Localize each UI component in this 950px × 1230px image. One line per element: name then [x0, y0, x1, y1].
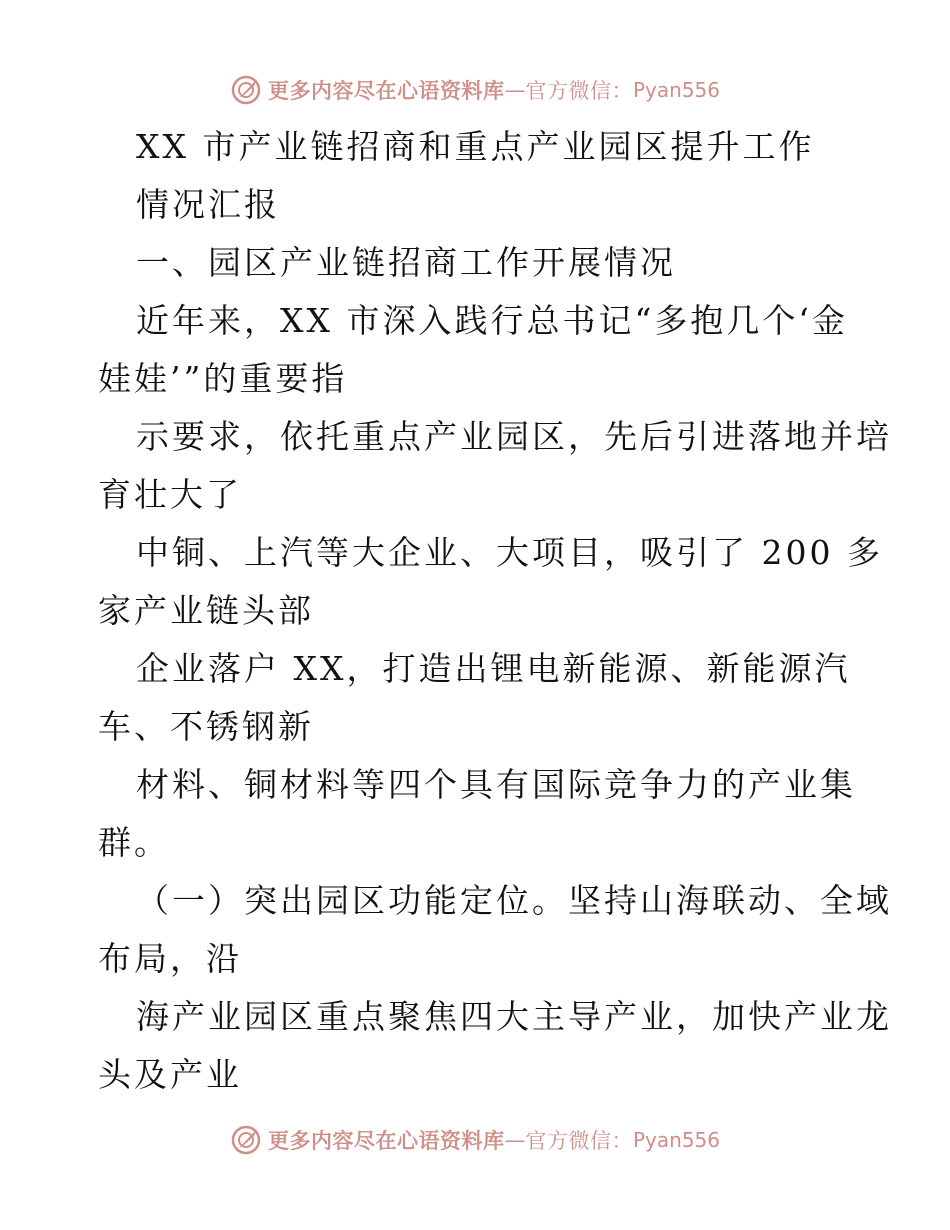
quill-logo-icon [230, 1124, 262, 1156]
document-title-line-1: XX 市产业链招商和重点产业园区提升工作 [136, 127, 815, 166]
paragraph-line: 企业落户 XX，打造出锂电新能源、新能源汽 [136, 649, 851, 688]
watermark-banner-top [0, 70, 950, 110]
watermark-prefix: 更多内容尽在心语资料库 [267, 1128, 505, 1153]
subsection-heading-1: （一）突出园区功能定位。坚持山海联动、全域 [136, 881, 892, 920]
paragraph-line: 头及产业 [98, 1055, 242, 1094]
watermark-banner-bottom [0, 1120, 950, 1160]
watermark-separator: — [504, 78, 526, 102]
watermark-wechat-id: Pyan556 [632, 1128, 720, 1152]
watermark-prefix: 更多内容尽在心语资料库 [267, 78, 505, 103]
watermark-wechat-id: Pyan556 [632, 78, 720, 102]
paragraph-line: 近年来，XX 市深入践行总书记“多抱几个‘金 [136, 301, 848, 340]
paragraph-line: 海产业园区重点聚焦四大主导产业，加快产业龙 [136, 997, 892, 1036]
paragraph-line: 娃娃’”的重要指 [98, 359, 348, 398]
paragraph-line: 车、不锈钢新 [98, 707, 314, 746]
paragraph-line: 家产业链头部 [98, 591, 314, 630]
quill-logo-icon [230, 74, 262, 106]
paragraph-line: 中铜、上汽等大企业、大项目，吸引了 200 多 [136, 533, 883, 572]
watermark-suffix: 官方微信： [525, 1129, 633, 1153]
document-title-line-2: 情况汇报 [136, 185, 280, 224]
paragraph-line: 材料、铜材料等四个具有国际竞争力的产业集 [136, 765, 856, 804]
watermark-separator: — [504, 1128, 526, 1152]
paragraph-line: 群。 [98, 823, 170, 862]
paragraph-line: 示要求，依托重点产业园区，先后引进落地并培 [136, 417, 892, 456]
paragraph-line: 育壮大了 [98, 475, 242, 514]
watermark-suffix: 官方微信： [525, 79, 633, 103]
section-heading-1: 一、园区产业链招商工作开展情况 [136, 243, 676, 282]
paragraph-line: 布局，沿 [98, 939, 242, 978]
